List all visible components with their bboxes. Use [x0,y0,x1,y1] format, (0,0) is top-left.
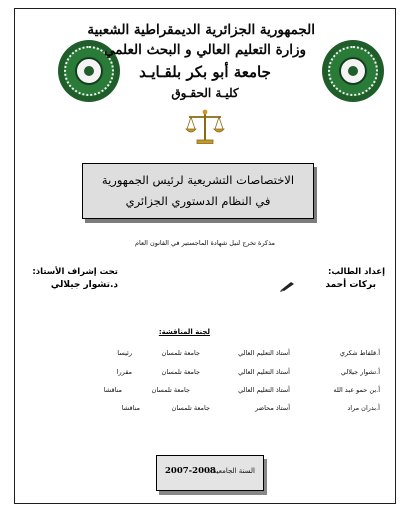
thesis-title-line2: في النظام الدستوري الجزائري [125,194,271,208]
supervisor-name: د.تشوار جيلالي [50,280,118,290]
student-label: إعداد الطالب: [327,267,385,277]
committee-label: لجنة المناقشة: [158,328,210,336]
committee-member-name: أ.تشوار جيلالي [340,368,380,376]
committee-member-name: أ.بدران مراد [347,404,380,412]
committee-member-rank: أستاذ التعليم العالي [238,349,290,357]
header-ministry: وزارة التعليم العالي و البحث العلمي [103,42,307,58]
committee-member-university: جامعة تلمسان [171,404,210,412]
header-faculty: كليـة الحقـوق [171,86,239,100]
academic-year-value: 2007-2008 [165,466,216,476]
header-republic: الجمهورية الجزائرية الديمقراطية الشعبية [87,22,315,38]
committee-member-rank: أستاذ محاضر [255,404,290,412]
committee-member-role: مناقشا [103,386,122,394]
committee-member-university: جامعة تلمسان [161,368,200,376]
committee-member-name: أ.قلفاط شكري [339,349,380,357]
committee-member-role: رئيسا [117,349,132,357]
thesis-title-line1: الاختصاصات التشريعية لرئيس الجمهورية [101,173,295,187]
pen-icon [280,280,296,292]
university-seal-icon-right [322,40,384,102]
academic-year-box [156,455,264,491]
supervisor-label: تحت إشراف الأستاذ: [32,267,118,277]
committee-member-role: مقررا [116,368,132,376]
committee-member-rank: أستاذ التعليم العالي [238,386,290,394]
thesis-subtitle: مذكرة تخرج لنيل شهادة الماجستير في القانون العام [134,239,276,247]
committee-member-role: مناقشا [121,404,140,412]
thesis-title-box [82,163,314,219]
committee-member-name: أ.بن حمو عبد الله [333,386,380,394]
academic-year-label: السنة الجامعية : [208,467,255,475]
committee-member-university: جامعة تلمسان [161,349,200,357]
student-name: بركات أحمد [325,280,376,290]
header-university: جامعة أبو بكر بلقـايـد [139,63,271,81]
scales-of-justice-icon [184,108,226,146]
committee-member-university: جامعة تلمسان [151,386,190,394]
committee-member-rank: أستاذ التعليم العالي [238,368,290,376]
